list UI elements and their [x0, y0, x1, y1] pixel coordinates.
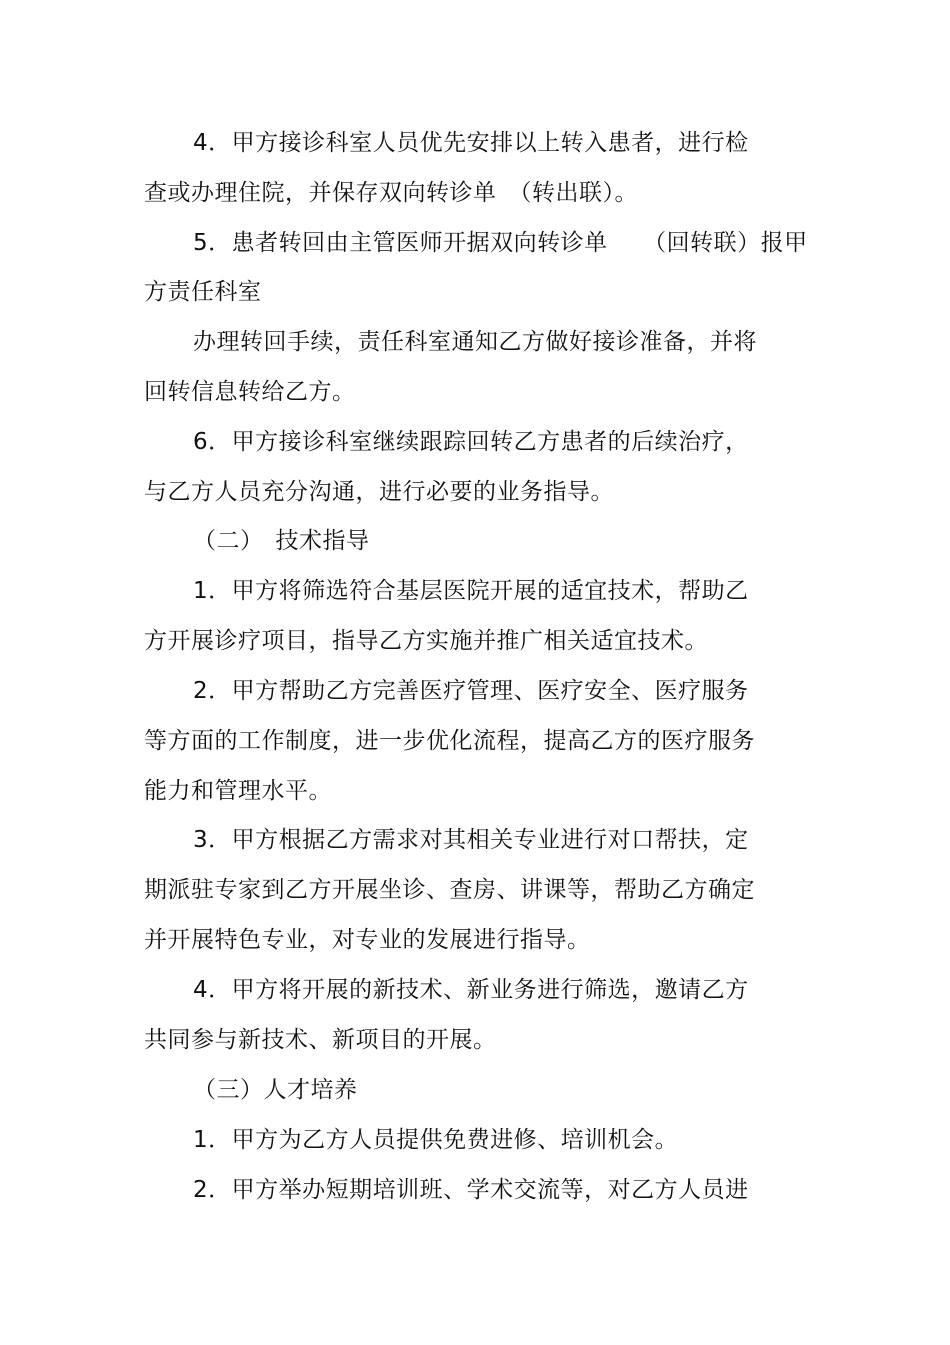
paragraph-5b-line-2: 回转信息转给乙方。: [144, 379, 356, 405]
item-4-line-2: 共同参与新技术、新项目的开展。: [144, 1027, 497, 1053]
item-3-line-1: 3．甲方根据乙方需求对其相关专业进行对口帮扶，定: [193, 827, 749, 853]
paragraph-5-line-2: 方责任科室: [144, 279, 262, 305]
item-2-line-3: 能力和管理水平。: [144, 778, 332, 804]
item-4-line-1: 4．甲方将开展的新技术、新业务进行筛选，邀请乙方: [193, 977, 749, 1003]
paragraph-4-line-1: 4．甲方接诊科室人员优先安排以上转入患者，进行检: [193, 130, 749, 156]
paragraph-5b-line-1: 办理转回手续，责任科室通知乙方做好接诊准备，并将: [193, 329, 757, 355]
item-3-line-2: 期派驻专家到乙方开展坐诊、查房、讲课等，帮助乙方确定: [144, 877, 755, 903]
paragraph-6-line-1: 6．甲方接诊科室继续跟踪回转乙方患者的后续治疗，: [193, 429, 749, 455]
section-heading-2: （二） 技术指导: [193, 528, 370, 554]
section-heading-3: （三）人才培养: [193, 1077, 358, 1103]
item-1-line-2: 方开展诊疗项目，指导乙方实施并推广相关适宜技术。: [144, 628, 708, 654]
paragraph-5-line-1: 5．患者转回由主管医师开据双向转诊单 （回转联）报甲: [193, 230, 808, 256]
training-item-1: 1．甲方为乙方人员提供免费进修、培训机会。: [193, 1127, 679, 1153]
paragraph-6-line-2: 与乙方人员充分沟通，进行必要的业务指导。: [144, 479, 614, 505]
item-3-line-3: 并开展特色专业，对专业的发展进行指导。: [144, 927, 591, 953]
item-2-line-1: 2．甲方帮助乙方完善医疗管理、医疗安全、医疗服务: [193, 678, 749, 704]
item-1-line-1: 1．甲方将筛选符合基层医院开展的适宜技术，帮助乙: [193, 578, 749, 604]
training-item-2-line-1: 2．甲方举办短期培训班、学术交流等，对乙方人员进: [193, 1177, 749, 1203]
item-2-line-2: 等方面的工作制度，进一步优化流程，提高乙方的医疗服务: [144, 728, 755, 754]
paragraph-4-line-2: 查或办理住院，并保存双向转诊单 （转出联）。: [144, 180, 638, 206]
